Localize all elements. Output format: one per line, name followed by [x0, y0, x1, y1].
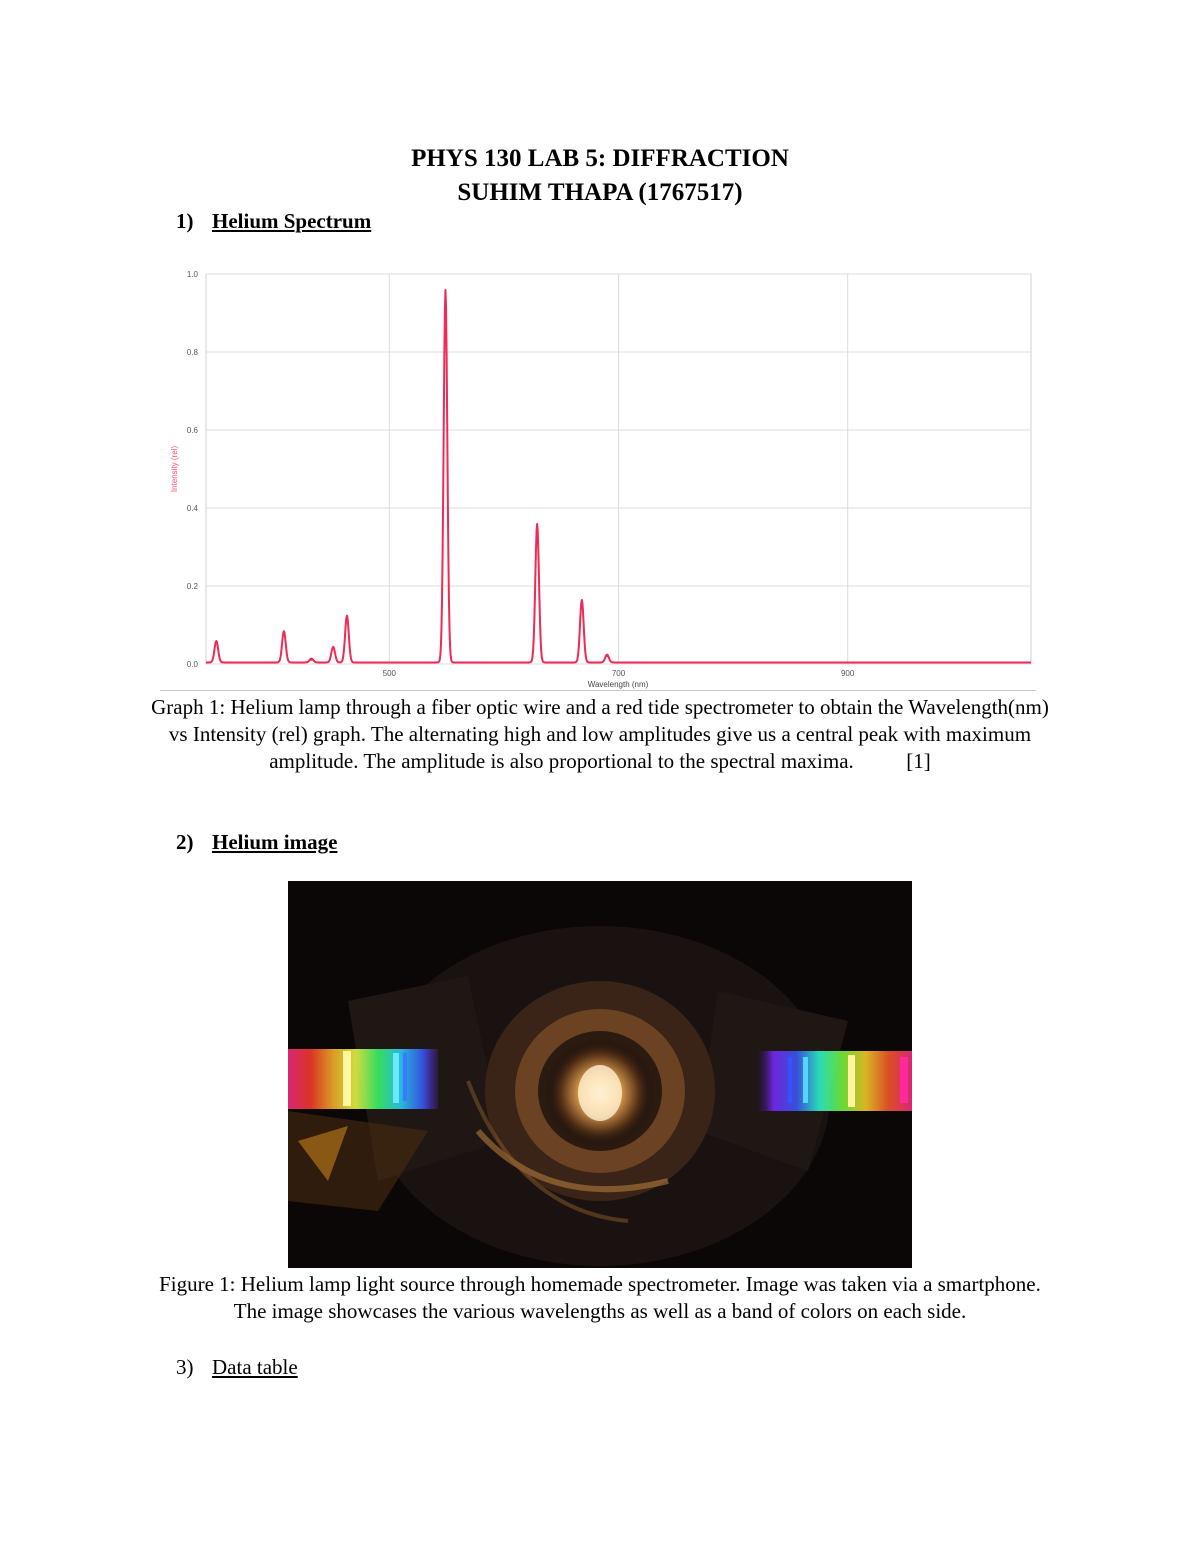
peak-point [606, 655, 608, 657]
peak-point [332, 648, 334, 650]
section-number: 3) [176, 1355, 194, 1379]
y-tick-label: 0.0 [186, 660, 198, 669]
section-number: 1) [176, 209, 194, 233]
x-tick-label: 500 [382, 669, 397, 678]
y-tick-label: 0.6 [186, 426, 198, 435]
peak-point [216, 642, 218, 644]
peak-point [445, 291, 447, 293]
helium-spectrum-chart [160, 256, 1036, 691]
peak-point [536, 525, 538, 527]
section-heading-helium-spectrum [176, 208, 371, 234]
section-number: 2) [176, 830, 194, 854]
y-axis-label: Intensity (rel) [170, 445, 179, 493]
figure-caption: Figure 1: Helium lamp light source through homemade spectrometer. Image was taken via a smartphone. The image showcases the various wavelengths as well as a band of colors on each side. [159, 1272, 1041, 1323]
peak-point [346, 616, 348, 618]
section-title: Helium image [212, 830, 338, 854]
helium-spectrometer-photo [288, 881, 912, 1268]
chart-svg [160, 256, 1036, 690]
y-tick-label: 1.0 [186, 270, 198, 279]
y-tick-label: 0.8 [186, 348, 198, 357]
y-tick-label: 0.2 [186, 582, 198, 591]
peak-point [581, 601, 583, 603]
section-title: Helium Spectrum [212, 209, 372, 233]
peak-point [283, 632, 285, 634]
section-heading-data-table [176, 1354, 298, 1380]
graph-caption: Graph 1: Helium lamp through a fiber optic wire and a red tide spectrometer to obtain the Wavelength(nm) vs Intensity (rel) graph. The alternating high and low amplitudes give us a central peak with maximum amplitude. The amplitude is also proportional to the spectral maxima. [1] [151, 695, 1055, 773]
doc-title-line2: SUHIM THAPA (1767517) [457, 179, 743, 206]
x-tick-label: 900 [840, 669, 855, 678]
doc-title-line1: PHYS 130 LAB 5: DIFFRACTION [411, 145, 789, 172]
section-title: Data table [212, 1355, 298, 1379]
x-axis-label: Wavelength (nm) [587, 680, 649, 689]
section-heading-helium-image [176, 829, 337, 855]
peak-point [311, 659, 313, 661]
y-tick-label: 0.4 [186, 504, 198, 513]
x-tick-label: 700 [611, 669, 626, 678]
